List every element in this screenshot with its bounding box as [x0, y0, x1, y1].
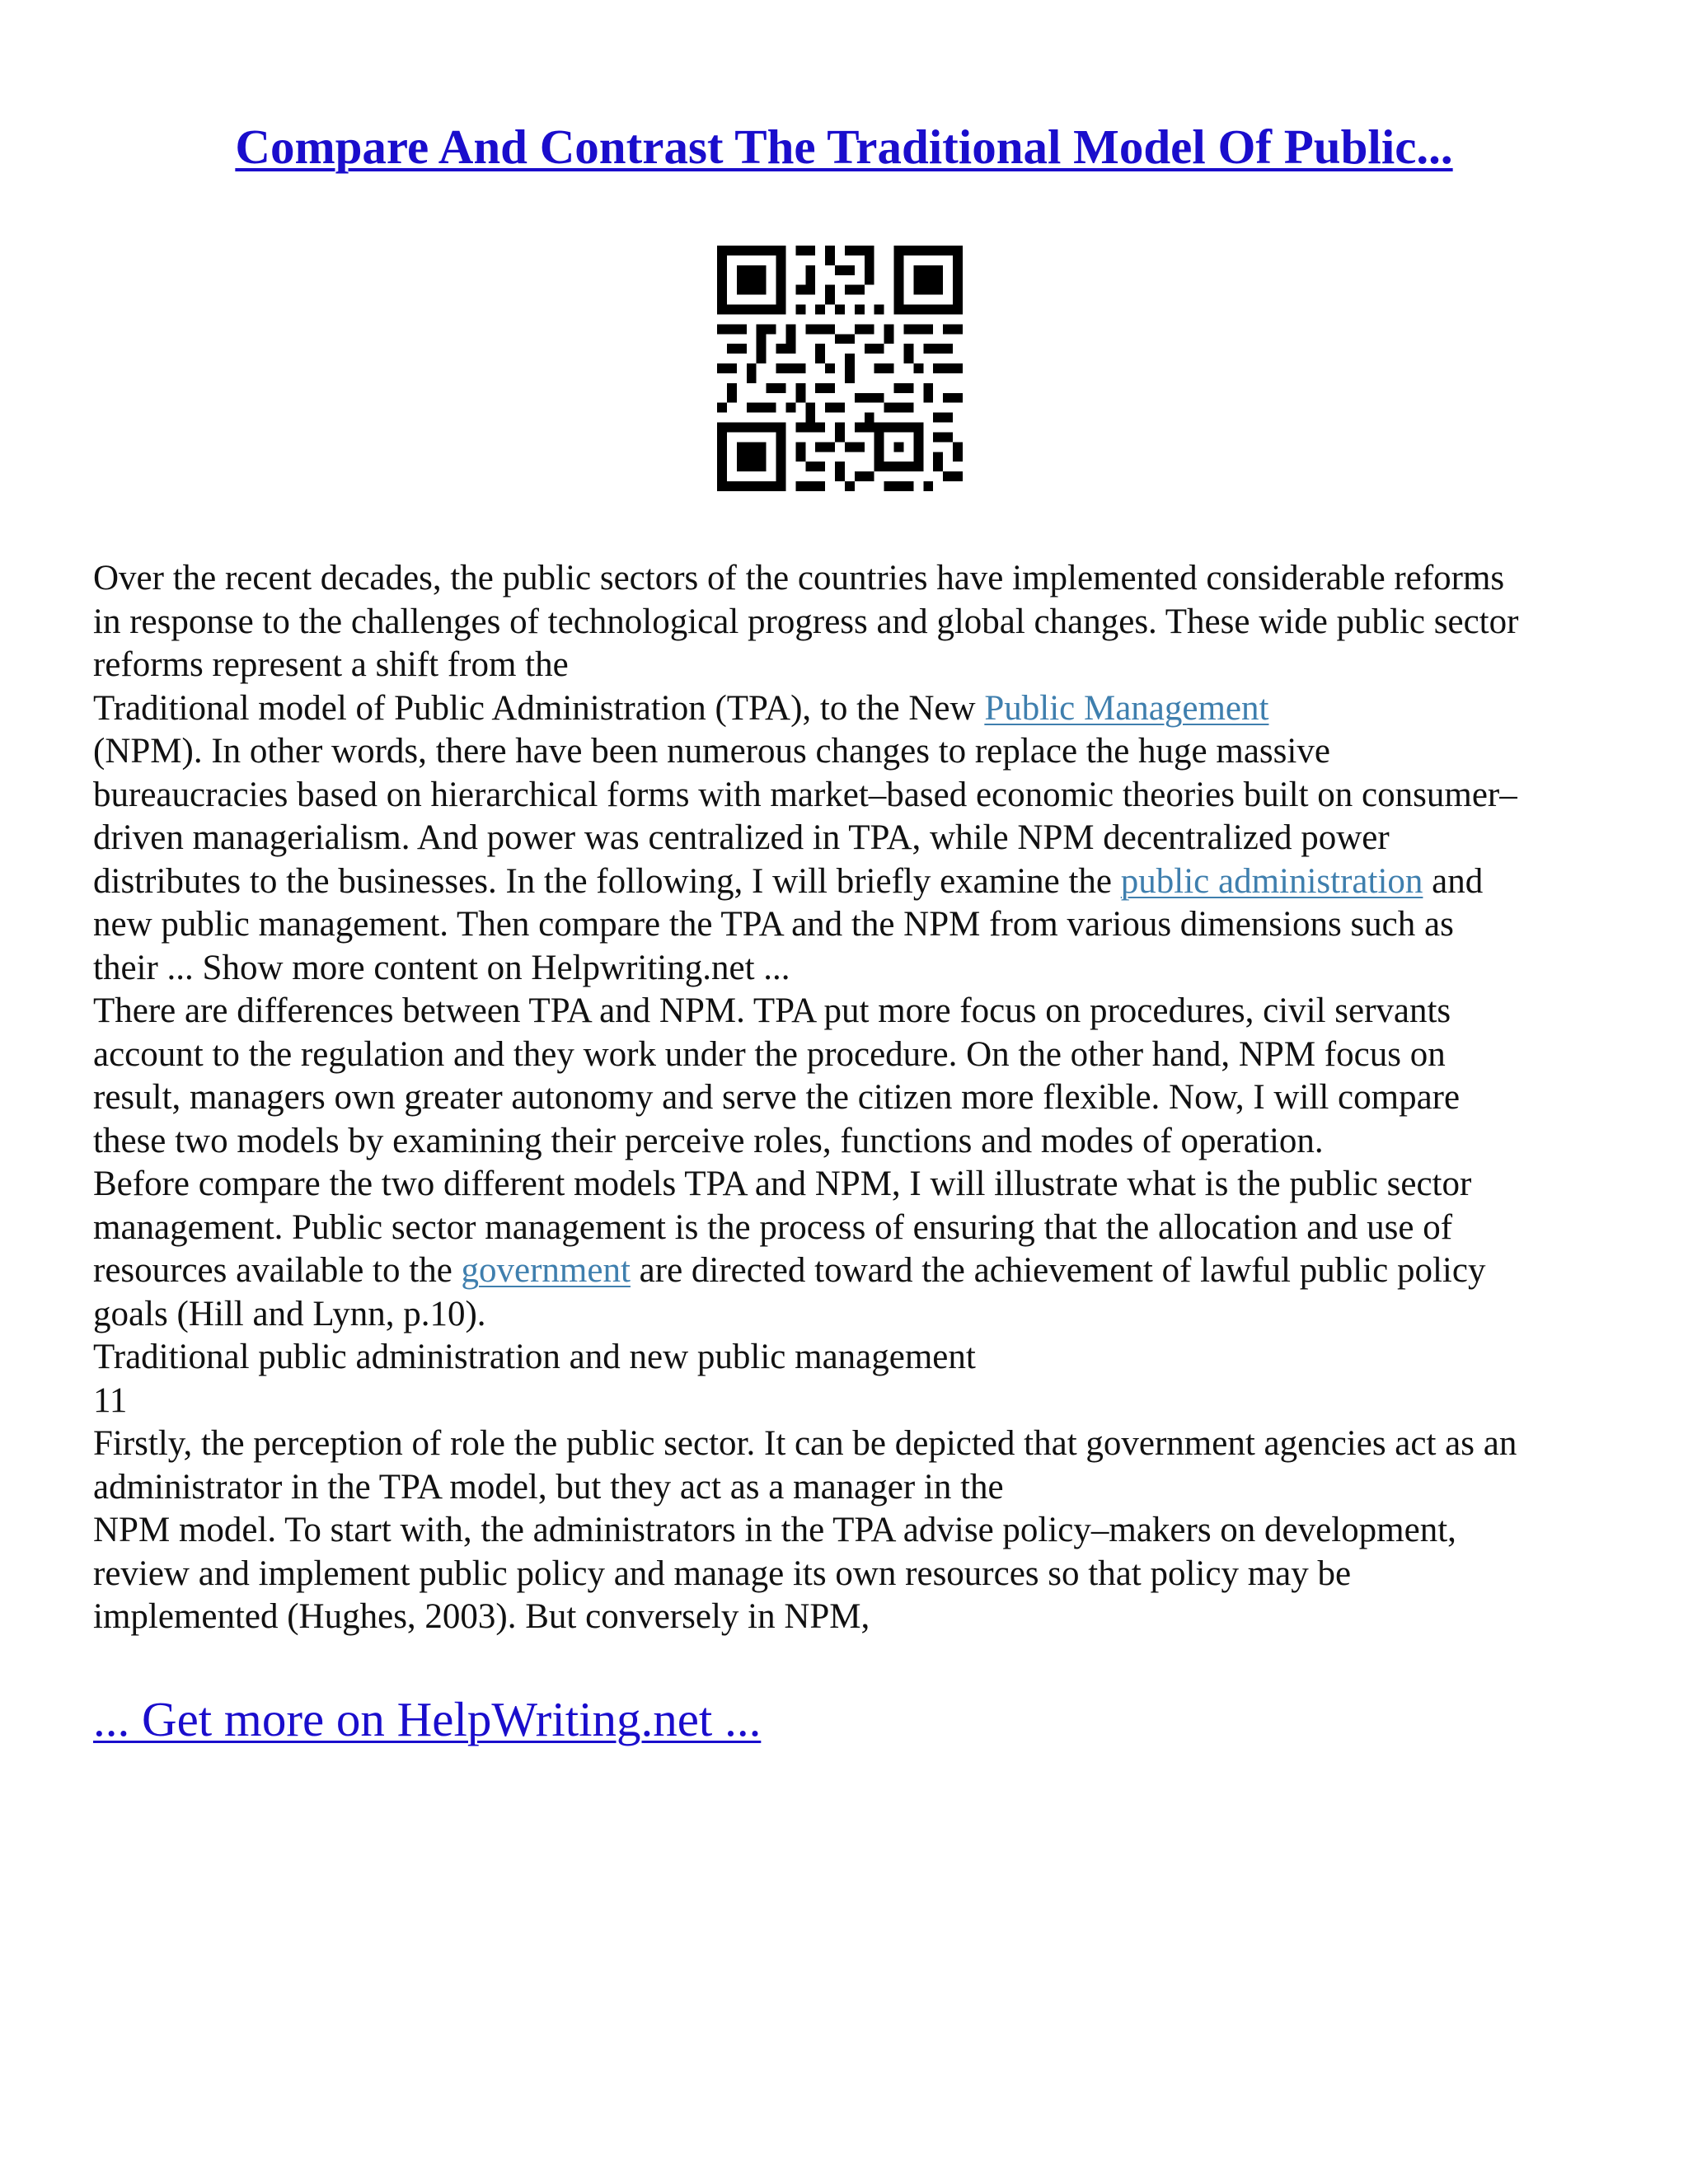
body-line: management. Public sector management is the process of ensuring that the allocation and use of [93, 1207, 1453, 1247]
body-line: There are differences between TPA and NPM. TPA put more focus on procedures, civil servants [93, 991, 1451, 1030]
body-line: new public management. Then compare the TPA and the NPM from various dimensions such as [93, 905, 1454, 944]
body-line: account to the regulation and they work under the procedure. On the other hand, NPM focus on [93, 1034, 1446, 1074]
qr-code-icon [717, 246, 963, 491]
body-line [93, 1249, 1601, 1293]
body-text: are directed toward the achievement of lawful public policy [630, 1251, 1486, 1290]
body-line: goals (Hill and Lynn, p.10). [93, 1294, 486, 1333]
body-line: NPM model. To start with, the administrators in the TPA advise policy–makers on development, [93, 1511, 1456, 1549]
page-number: 11 [93, 1380, 128, 1420]
get-more-section [93, 1688, 761, 1750]
body-line: review and implement public policy and manage its own resources so that policy may be [93, 1554, 1352, 1593]
body-line: implemented (Hughes, 2003). But conversely in NPM, [93, 1597, 870, 1636]
body-text: Traditional model of Public Administration (TPA), to the New [93, 688, 985, 728]
article-body [93, 557, 1601, 1639]
body-line: administrator in the TPA model, but they act as a manager in the [93, 1467, 1004, 1507]
body-line: Firstly, the perception of role the public sector. It can be depicted that government agencies act as an [93, 1424, 1517, 1463]
body-text: distributes to the businesses. In the following, I will briefly examine the [93, 861, 1121, 901]
body-line: bureaucracies based on hierarchical forms with market–based economic theories built on consumer– [93, 775, 1517, 814]
body-line: driven managerialism. And power was centralized in TPA, while NPM decentralized power [93, 818, 1390, 857]
body-line: Before compare the two different models TPA and NPM, I will illustrate what is the public sector [93, 1165, 1472, 1203]
get-more-link[interactable]: ... Get more on HelpWriting.net ... [93, 1692, 762, 1746]
body-line: Over the recent decades, the public sectors of the countries have implemented considerable reforms [93, 559, 1505, 598]
body-line: their ... Show more content on Helpwriting.net ... [93, 948, 790, 987]
body-line [93, 687, 1601, 731]
body-text: and [1423, 861, 1484, 901]
body-line: (NPM). In other words, there have been numerous changes to replace the huge massive [93, 732, 1330, 771]
title-link[interactable]: Compare And Contrast The Traditional Model Of Public... [235, 120, 1453, 174]
public-administration-link[interactable]: public administration [1120, 861, 1423, 901]
body-line: reforms represent a shift from the [93, 645, 569, 684]
body-line: Traditional public administration and new public management [93, 1338, 976, 1376]
body-text: resources available to the [93, 1251, 462, 1290]
page-title [0, 114, 1688, 180]
body-line [93, 860, 1601, 904]
body-line: result, managers own greater autonomy and serve the citizen more flexible. Now, I will compare [93, 1078, 1461, 1117]
body-line: in response to the challenges of technological progress and global changes. These wide public sector [93, 602, 1519, 641]
government-link[interactable]: government [461, 1251, 631, 1290]
public-management-link[interactable]: Public Management [984, 688, 1269, 728]
body-line: these two models by examining their perceive roles, functions and modes of operation. [93, 1121, 1324, 1160]
